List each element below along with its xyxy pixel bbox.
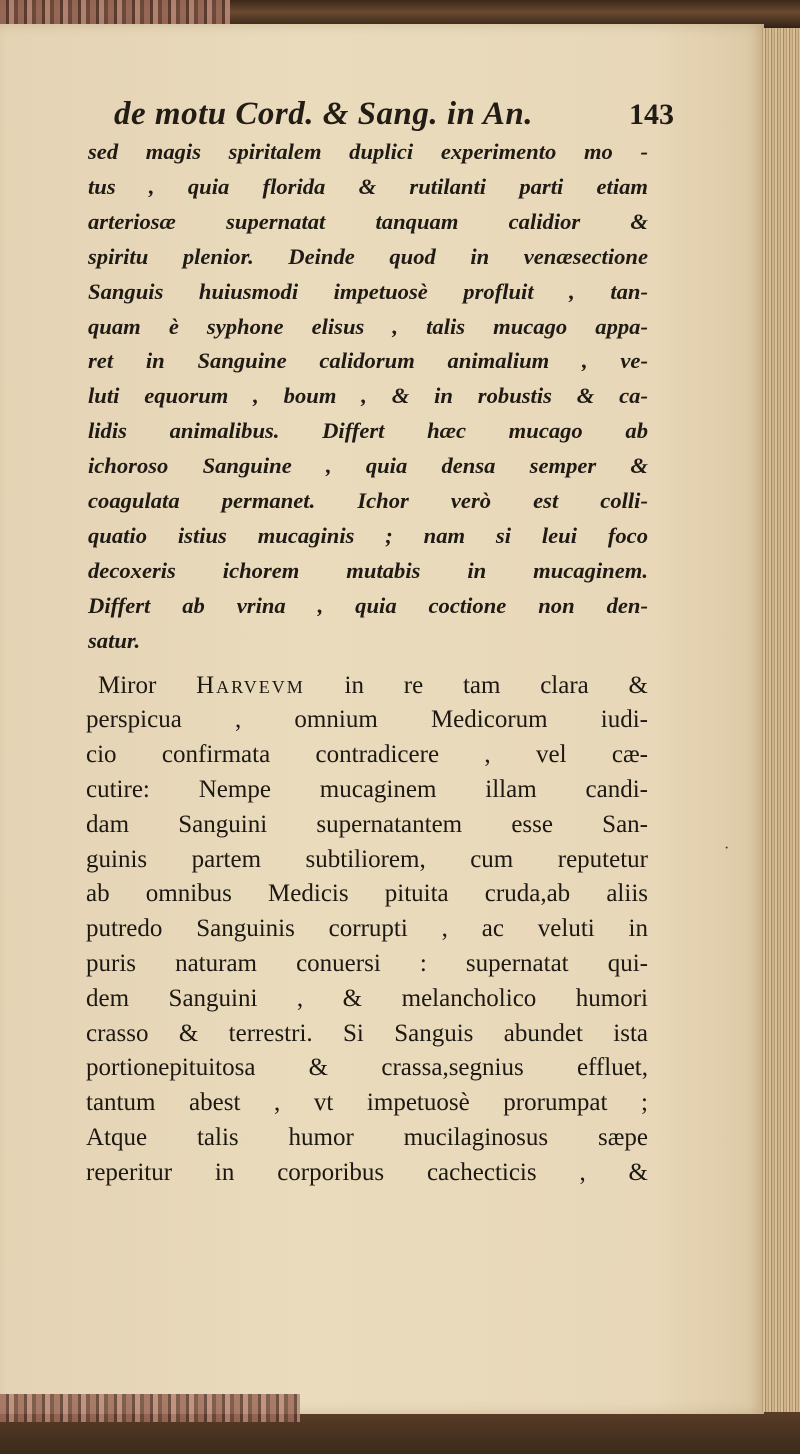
binding-edge-bottom — [0, 1394, 300, 1422]
text-line: putredo Sanguinis corrupti , ac veluti in — [86, 915, 648, 943]
paragraph-opening-word: Miror — [98, 671, 157, 699]
text-line: quatio istius mucaginis ; nam si leui foco — [88, 522, 648, 548]
text-line: quam è syphone elisus , talis mucago appa- — [88, 313, 648, 339]
running-head: de motu Cord. & Sang. in An. — [114, 96, 533, 132]
binding-edge-top — [0, 0, 230, 26]
text-line: Sanguis huiusmodi impetuosè profluit , tan- — [88, 278, 648, 304]
text-line: lidis animalibus. Differt hæc mucago ab — [88, 418, 648, 444]
text-line: arteriosæ supernatat tanquam calidior & — [88, 208, 648, 234]
text-line: guinis partem subtiliorem, cum reputetur — [86, 845, 648, 873]
text-line: portionepituitosa & crassa,segnius effluet, — [86, 1054, 648, 1082]
text-line: reperitur in corporibus cachecticis , & — [86, 1158, 648, 1186]
text-line: Atque talis humor mucilaginosus sæpe — [86, 1123, 648, 1151]
page-header — [114, 96, 674, 133]
text-line: puris naturam conuersi : supernatat qui- — [86, 949, 648, 977]
author-name: Harvevm — [196, 671, 305, 699]
text-line: perspicua , omnium Medicorum iudi- — [86, 706, 648, 734]
paragraph-first-line — [86, 669, 648, 704]
paragraph-first-line-rest: in re tam clara & — [344, 671, 648, 699]
text-line: dam Sanguini supernatantem esse San- — [86, 810, 648, 838]
text-line: ichoroso Sanguine , quia densa semper & — [88, 453, 648, 479]
text-line: tus , quia florida & rutilanti parti etiam — [88, 173, 648, 199]
text-line: luti equorum , boum , & in robustis & ca- — [88, 383, 648, 409]
text-line: spiritu plenior. Deinde quod in venæsectione — [88, 243, 648, 269]
roman-paragraph — [86, 669, 648, 1191]
text-line: ret in Sanguine calidorum animalium , ve- — [88, 348, 648, 374]
text-line: coagulata permanet. Ichor verò est colli- — [88, 488, 648, 514]
margin-mark: · — [724, 840, 730, 857]
text-line: Differt ab vrina , quia coctione non den- — [88, 592, 648, 618]
page-number: 143 — [629, 98, 674, 131]
text-line: crasso & terrestri. Si Sanguis abundet ista — [86, 1019, 648, 1047]
text-line: cio confirmata contradicere , vel cæ- — [86, 741, 648, 769]
text-line: satur. — [88, 627, 141, 653]
italic-passage — [88, 135, 648, 659]
text-line: cutire: Nempe mucaginem illam candi- — [86, 775, 648, 803]
text-line: decoxeris ichorem mutabis in mucaginem. — [88, 557, 648, 583]
page-fore-edge — [760, 28, 800, 1412]
text-line: ab omnibus Medicis pituita cruda,ab aliis — [86, 880, 648, 908]
text-line: sed magis spiritalem duplici experimento mo - — [88, 139, 648, 164]
page-content — [72, 96, 672, 1191]
text-line: tantum abest , vt impetuosè prorumpat ; — [86, 1089, 648, 1117]
text-line: dem Sanguini , & melancholico humori — [86, 984, 648, 1012]
